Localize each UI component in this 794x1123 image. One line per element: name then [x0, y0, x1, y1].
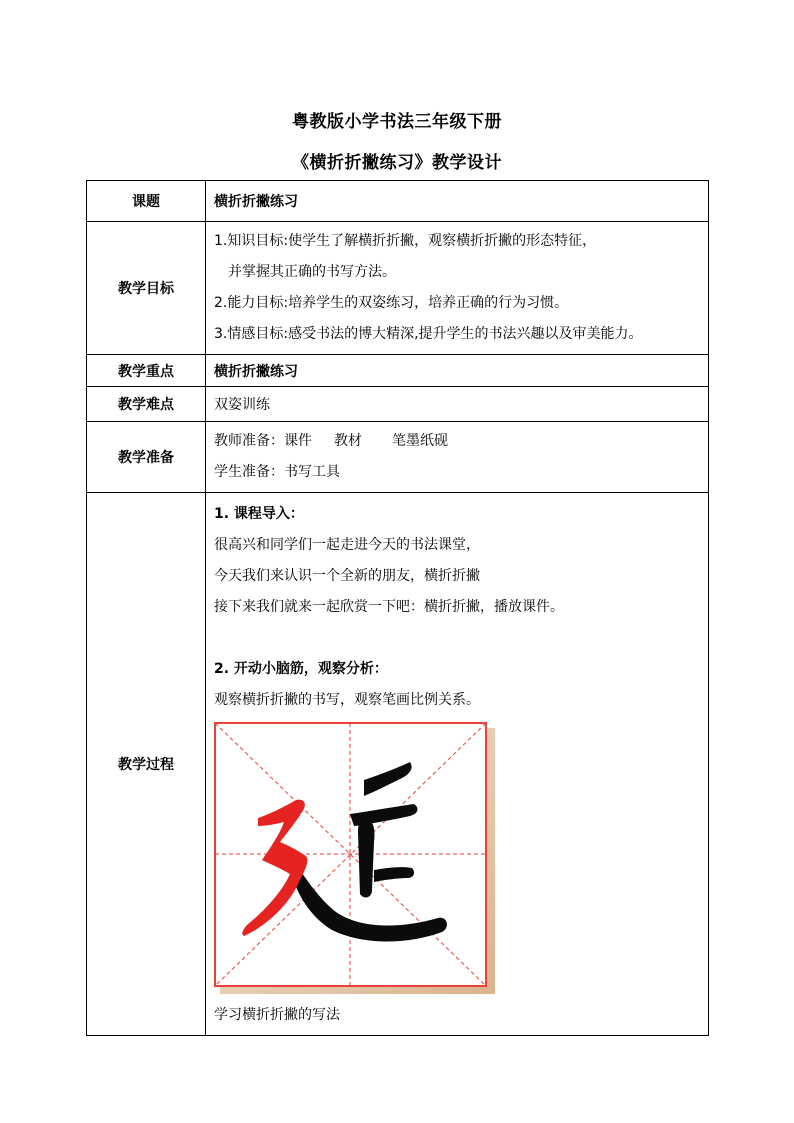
goal-line: 并掌握其正确的书写方法。: [228, 264, 396, 280]
teacher-prep-item: 教材: [334, 433, 362, 449]
goal-line: 1.知识目标:使学生了解横折折撇，观察横折折撇的形态特征，: [214, 233, 597, 249]
label-process: 教学过程: [87, 493, 206, 1036]
value-topic: 横折折撇练习: [206, 181, 709, 222]
row-difficulty: [87, 387, 709, 422]
process-line: 很高兴和同学们一起走进今天的书法课堂，: [214, 537, 480, 553]
label-goals: 教学目标: [87, 222, 206, 355]
rice-grid-character-image: [214, 722, 495, 994]
value-process: [206, 493, 709, 1036]
figure-caption: 学习横折折撇的写法: [214, 1007, 340, 1023]
value-key-point: 横折折撇练习: [206, 355, 709, 387]
teacher-prep-item: 教师准备：课件: [214, 433, 312, 449]
row-key-point: [87, 355, 709, 387]
calligraphy-figure: [214, 722, 495, 994]
teacher-prep: [214, 426, 708, 457]
process-line: 观察横折折撇的书写，观察笔画比例关系。: [214, 692, 480, 708]
label-key-point: 教学重点: [87, 355, 206, 387]
row-topic: [87, 181, 709, 222]
label-topic: 课题: [87, 181, 206, 222]
document-title: 粤教版小学书法三年级下册: [292, 112, 502, 132]
process-line: 今天我们来认识一个全新的朋友，横折折撇: [214, 568, 480, 584]
value-goals: [206, 222, 709, 355]
lesson-plan-table: [86, 180, 709, 1036]
value-preparation: [206, 422, 709, 493]
document-subtitle: 《横折折撇练习》教学设计: [292, 153, 502, 173]
section-heading: 1. 课程导入：: [214, 506, 304, 522]
teacher-prep-item: 笔墨纸砚: [392, 433, 448, 449]
label-preparation: 教学准备: [87, 422, 206, 493]
row-goals: [87, 222, 709, 355]
section-heading: 2. 开动小脑筋，观察分析：: [214, 661, 388, 677]
student-prep: 学生准备：书写工具: [214, 464, 340, 480]
goal-line: 3.情感目标:感受书法的博大精深,提升学生的书法兴趣以及审美能力。: [214, 326, 643, 342]
label-difficulty: 教学难点: [87, 387, 206, 422]
row-process: [87, 493, 709, 1036]
goal-line: 2.能力目标:培养学生的双姿练习，培养正确的行为习惯。: [214, 295, 569, 311]
process-line: 接下来我们就来一起欣赏一下吧：横折折撇，播放课件。: [214, 599, 564, 615]
value-difficulty: 双姿训练: [206, 387, 709, 422]
row-preparation: [87, 422, 709, 493]
